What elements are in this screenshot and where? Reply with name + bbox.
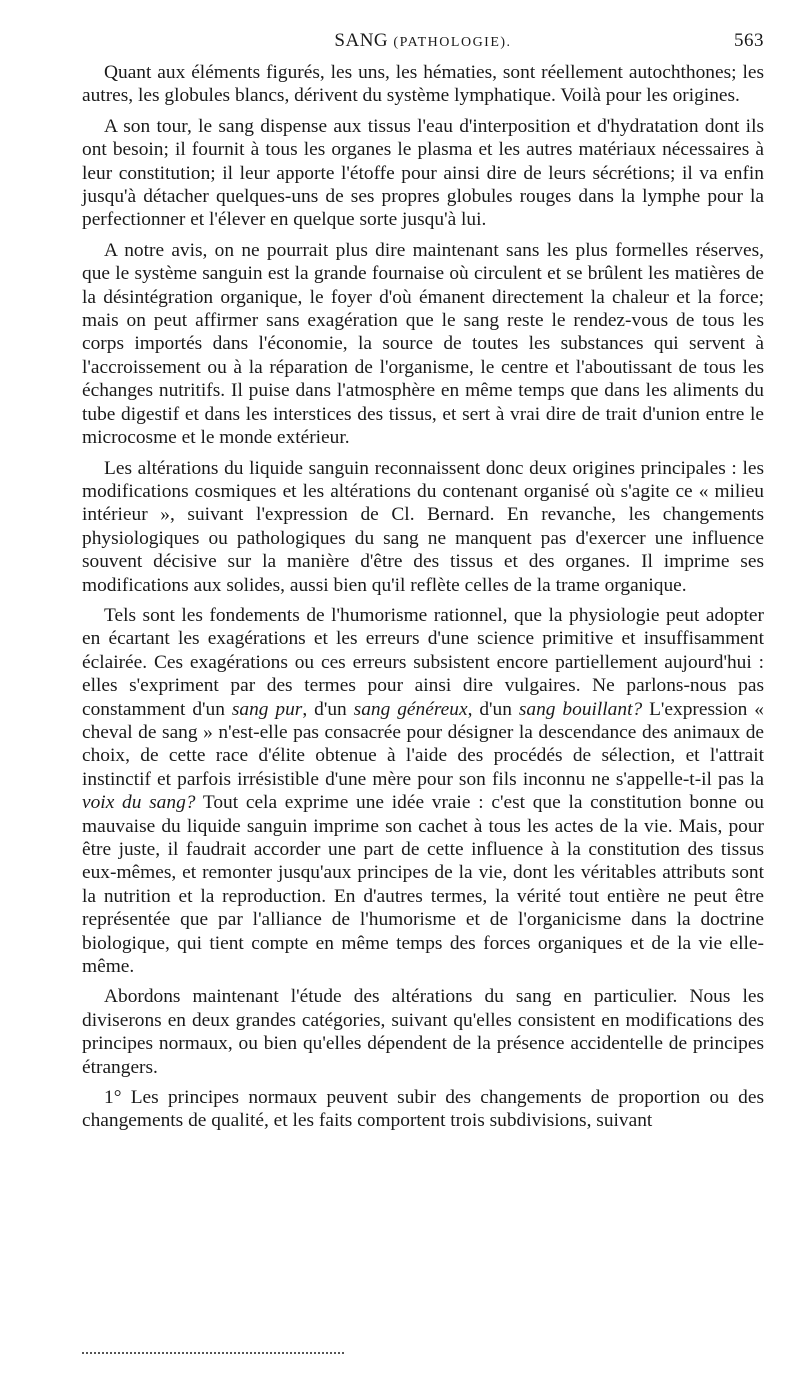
italic-phrase: sang généreux [353, 698, 468, 720]
italic-phrase: voix du sang? [82, 792, 196, 814]
text-run: , d'un [467, 698, 519, 720]
running-header [82, 30, 764, 54]
page-number: 563 [734, 30, 764, 51]
paragraph: Quant aux éléments figurés, les uns, les hématies, sont réellement autochthones; les autres, les globules blancs, dérivent du système lymphatique. Voilà pour les origines. [82, 62, 764, 107]
paragraph: A son tour, le sang dispense aux tissus l'eau d'interposition et d'hydratation dont ils ont besoin; il fournit à tous les organes le plasma et les autres matériaux nécessaires à leur constitution; il leur apporte l'étoffe pour ainsi dire de leurs sécrétions; il va enfin jusqu'à détacher quelques-uns de ses propres globules rouges dans la lymphe pour la perfectionner et l'élever en quelque sorte jusqu'à lui. [82, 115, 764, 231]
footer-dotted-rule [82, 1352, 344, 1354]
paragraph: A notre avis, on ne pourrait plus dire maintenant sans les plus formelles réserves, que le système sanguin est la grande fournaise où circulent et se brûlent les matières de la désintégration organique, le foyer d'où émanent directement la chaleur et la force; mais on peut affirmer sans exagération que le sang reste le rendez-vous de tous les corps importés dans l'économie, la source de toutes les substances qui servent à l'accroissement ou à la réparation de l'organisme, le centre et l'aboutissant de tous les échanges nutritifs. Il puise dans l'atmosphère en même temps que dans les aliments du tube digestif et dans les interstices des tissus, et sert à vrai dire de trait d'union entre le microcosme et le monde extérieur. [82, 239, 764, 449]
text-run: Tout cela exprime une idée vraie : c'est que la constitution bonne ou mauvaise du liquide sanguin imprime son cachet à tous les actes de la vie. Mais, pour être juste, il faudrait accorder une part de cette influence à la constitution des tissus eux-mêmes, et remonter jusqu'aux principes de la vie, dont les véritables attributs sont la nutrition et la reproduction. En d'autres termes, la vérité tout entière ne peut être représentée que par l'alliance de l'humorisme et de l'organicisme dans la doctrine biologique, qui tient compte en même temps des forces organiques et de la vie elle-même. [82, 792, 764, 978]
paragraph: Les altérations du liquide sanguin reconnaissent donc deux origines principales : les modifications cosmiques et les altérations du contenant organisé où s'agite ce « milieu intérieur », suivant l'expression de Cl. Bernard. En revanche, les changements physiologiques ou pathologiques du sang ne manquent pas d'exercer une influence souvent décisive sur la manière d'être des tissus et des organes. Il imprime ses modifications aux solides, aussi bien qu'il reflète celles de la trame organique. [82, 457, 764, 596]
italic-phrase: sang pur [231, 698, 303, 720]
body-text [82, 61, 764, 1140]
italic-phrase: sang bouillant? [518, 698, 643, 720]
paragraph [82, 604, 764, 979]
running-title-subtitle: (PATHOLOGIE). [393, 35, 512, 50]
paragraph: Abordons maintenant l'étude des altérations du sang en particulier. Nous les diviserons en deux grandes catégories, suivant qu'elles consistent en modifications des principes normaux, ou bien qu'elles dépendent de la présence accidentelle de principes étrangers. [82, 986, 764, 1078]
running-title [82, 30, 764, 52]
paragraph: 1° Les principes normaux peuvent subir des changements de proportion ou des changements de qualité, et les faits comportent trois subdivisions, suivant [82, 1087, 764, 1132]
text-run: Tels sont les fondements de l'humorisme rationnel, que la physiologie peut adopter en écartant les exagérations et les erreurs d'une science primitive et insuffisamment éclairée. Ces exagérations ou ces erreurs subsistent encore partiellement aujourd'hui : elles s'expriment par des termes pour ainsi dire vulgaires. Ne parlons-nous pas constamment d'un [82, 604, 764, 720]
running-title-main: SANG [334, 30, 389, 51]
text-run: , d'un [302, 698, 354, 720]
text-run: L'expression « cheval de sang » n'est-elle pas consacrée pour désigner la descendance des animaux de choix, de cette race d'élite obtenue à l'aide des procédés de sélection, et l'attrait instinctif et parfois irrésistible d'une mère pour son fils inconnu ne s'appelle-t-il pas la [82, 698, 764, 790]
